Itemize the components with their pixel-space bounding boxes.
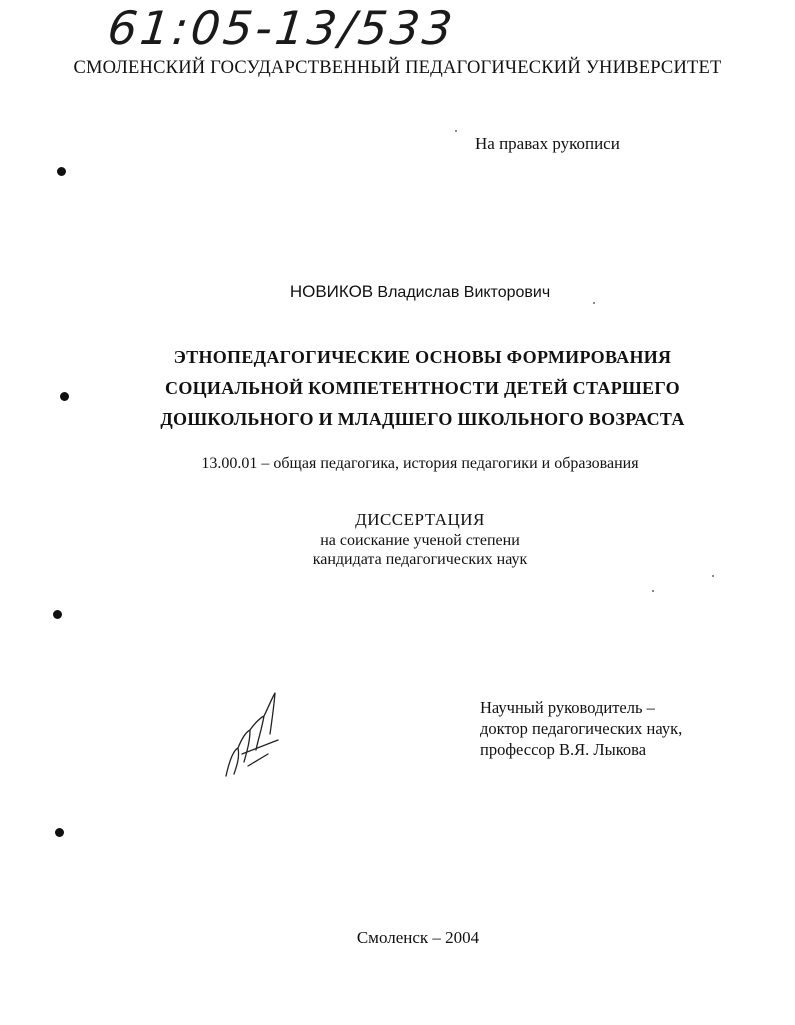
degree-line-2: кандидата педагогических наук bbox=[312, 551, 528, 568]
dissertation-label: ДИССЕРТАЦИЯ bbox=[355, 510, 485, 529]
specialty-code: 13.00.01 – общая педагогика, история педагогики и образования bbox=[201, 455, 639, 472]
supervisor-line-2: доктор педагогических наук, bbox=[480, 719, 683, 738]
title-line: ЭТНОПЕДАГОГИЧЕСКИЕ ОСНОВЫ ФОРМИРОВАНИЯ bbox=[173, 347, 672, 367]
degree-line-1: на соискание ученой степени bbox=[320, 532, 520, 549]
university-name: СМОЛЕНСКИЙ ГОСУДАРСТВЕННЫЙ ПЕДАГОГИЧЕСКИЙ УНИВЕРСИТЕТ bbox=[73, 58, 722, 78]
supervisor-line-3: профессор В.Я. Лыкова bbox=[480, 740, 647, 759]
supervisor-line-1: Научный руководитель – bbox=[480, 698, 655, 717]
supervisor-block bbox=[480, 697, 682, 760]
binding-hole-mark bbox=[60, 392, 69, 401]
scan-speck bbox=[712, 575, 714, 577]
scan-speck bbox=[652, 590, 654, 592]
binding-hole-mark bbox=[55, 828, 64, 837]
signature-mark bbox=[220, 688, 290, 783]
binding-hole-mark bbox=[57, 167, 66, 176]
scan-speck bbox=[593, 302, 595, 304]
author-given-names: Владислав Викторович bbox=[377, 284, 551, 301]
author-surname: НОВИКОВ bbox=[289, 282, 374, 301]
author-name bbox=[0, 282, 795, 302]
dissertation-title bbox=[140, 342, 705, 435]
archive-code: 61:05-13/533 bbox=[105, 1, 458, 55]
title-line: ДОШКОЛЬНОГО И МЛАДШЕГО ШКОЛЬНОГО ВОЗРАСТА bbox=[160, 409, 685, 429]
scan-speck bbox=[455, 130, 457, 132]
rights-note: На правах рукописи bbox=[475, 134, 620, 153]
city-year: Смоленск – 2004 bbox=[356, 928, 480, 947]
title-line: СОЦИАЛЬНОЙ КОМПЕТЕНТНОСТИ ДЕТЕЙ СТАРШЕГО bbox=[165, 378, 680, 398]
binding-hole-mark bbox=[53, 610, 62, 619]
